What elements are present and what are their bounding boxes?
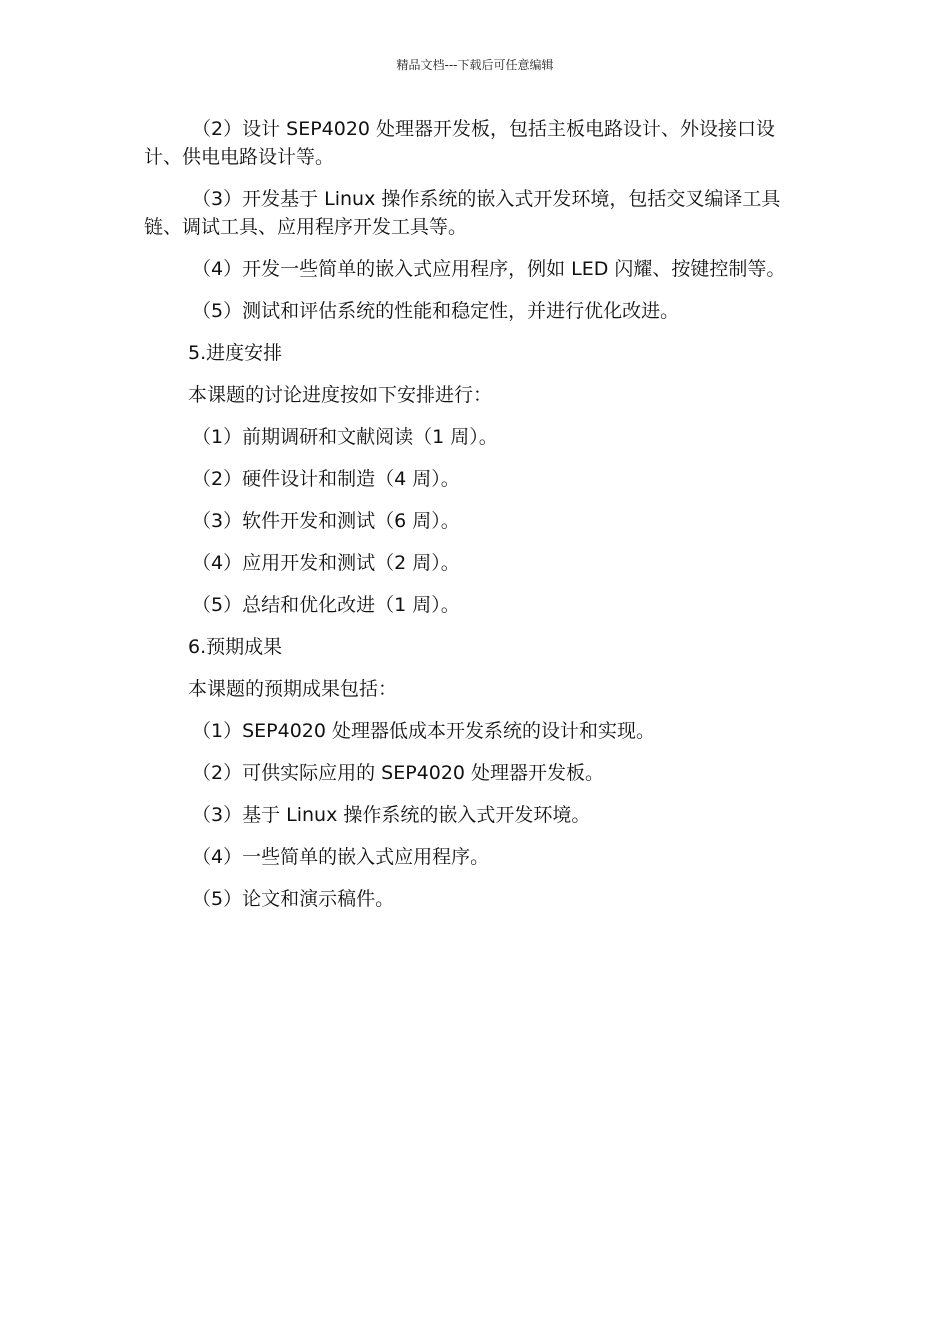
schedule-item: （3）软件开发和测试（6 周）。: [192, 510, 460, 532]
result-item: （4）一些简单的嵌入式应用程序。: [192, 846, 490, 868]
schedule-item: （1）前期调研和文献阅读（1 周）。: [192, 426, 498, 448]
schedule-item: （5）总结和优化改进（1 周）。: [192, 594, 460, 616]
schedule-item: （4）应用开发和测试（2 周）。: [192, 552, 460, 574]
section-heading-schedule: 5.进度安排: [188, 342, 283, 364]
task-item: （2）设计 SEP4020 处理器开发板，包括主板电路设计、外设接口设计、供电电路设计等。: [144, 118, 776, 168]
section-heading-results: 6.预期成果: [188, 636, 283, 658]
results-intro: 本课题的预期成果包括：: [188, 678, 398, 700]
result-item: （5）论文和演示稿件。: [192, 888, 395, 910]
page-header: 精品文档---下载后可任意编辑: [396, 58, 554, 72]
task-item: （3）开发基于 Linux 操作系统的嵌入式开发环境，包括交叉编译工具链、调试工具、应用程序开发工具等。: [144, 188, 781, 238]
task-item: （5）测试和评估系统的性能和稳定性，并进行优化改进。: [192, 300, 680, 322]
document-body: [144, 115, 810, 927]
task-item: （4）开发一些简单的嵌入式应用程序，例如 LED 闪耀、按键控制等。: [192, 258, 786, 280]
result-item: （2）可供实际应用的 SEP4020 处理器开发板。: [192, 762, 605, 784]
schedule-item: （2）硬件设计和制造（4 周）。: [192, 468, 460, 490]
result-item: （1）SEP4020 处理器低成本开发系统的设计和实现。: [192, 720, 656, 742]
schedule-intro: 本课题的讨论进度按如下安排进行：: [188, 384, 493, 406]
result-item: （3）基于 Linux 操作系统的嵌入式开发环境。: [192, 804, 591, 826]
